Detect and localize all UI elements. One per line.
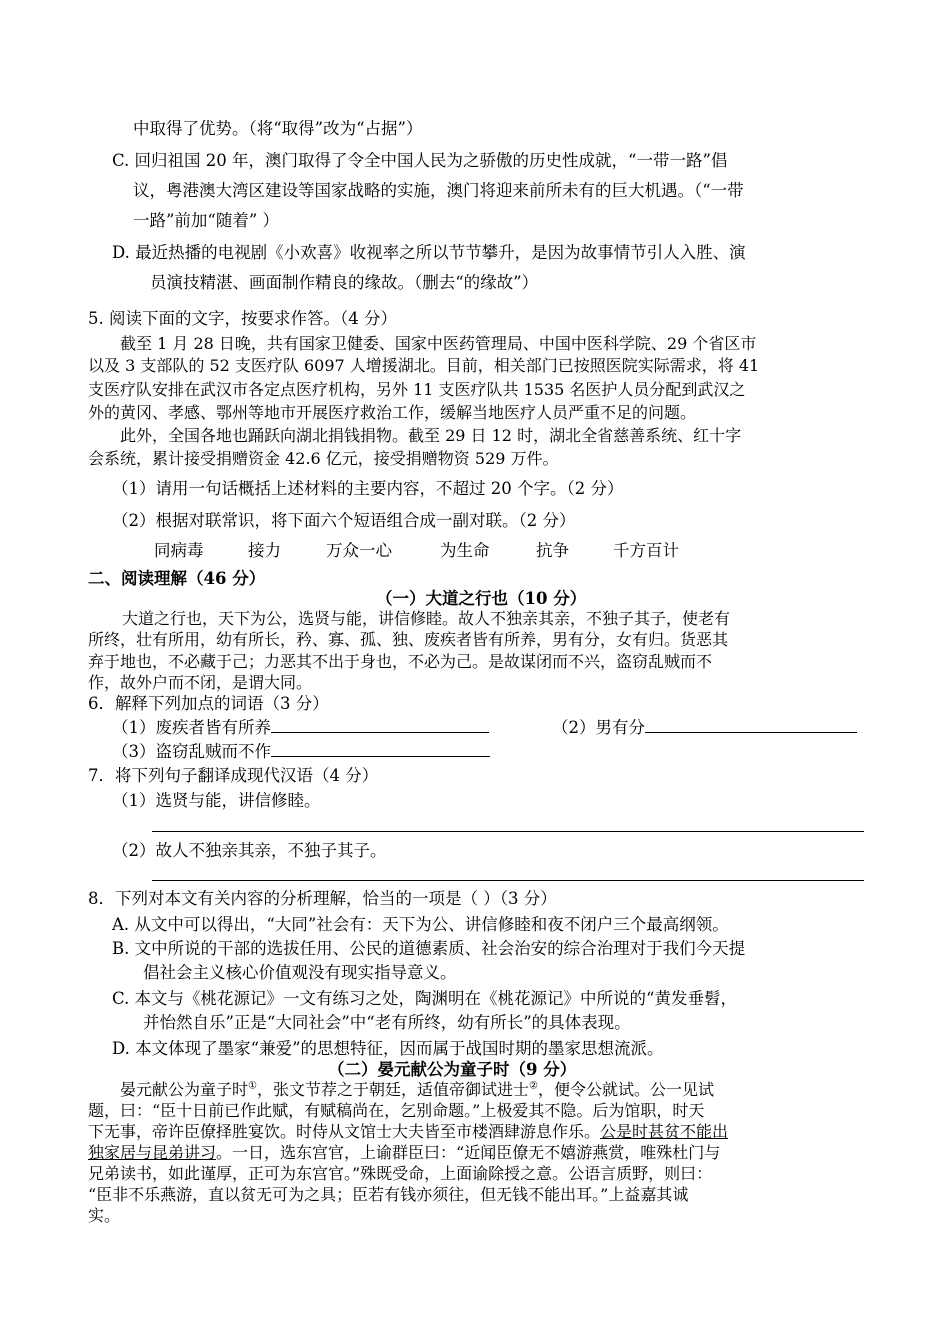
- q6-stem: 6．解释下列加点的词语（3 分）: [88, 694, 329, 713]
- q7-item-1: （1）选贤与能，讲信修睦。: [112, 791, 321, 810]
- part1-title: （一）大道之行也（10 分）: [376, 589, 587, 608]
- underlined-sentence: 独家居与昆弟讲习: [88, 1143, 217, 1162]
- q8-option-b-line2: 倡社会主义核心价值观没有现实指导意义。: [143, 963, 457, 982]
- part2-title: （二）晏元献公为童子时（9 分）: [328, 1060, 577, 1079]
- phrase: 为生命: [440, 541, 490, 560]
- q8-option-c-line2: 并怡然自乐”正是“大同社会”中“老有所终，幼有所长”的具体表现。: [143, 1013, 631, 1032]
- q6-item-2-text: （2）男有分: [552, 718, 645, 737]
- phrase: 抗争: [536, 541, 569, 560]
- q8-option-b-line1: B. 文中所说的干部的选拔任用、公民的道德素质、社会治安的综合治理对于我们今天提: [112, 939, 746, 958]
- passage-line: 作，故外户而不闭，是谓大同。: [88, 673, 313, 692]
- phrase: 千方百计: [613, 541, 679, 560]
- q5-stem: 5. 阅读下面的文字，按要求作答。（4 分）: [88, 309, 397, 328]
- passage2-line: [88, 1122, 728, 1142]
- q5-sub2: （2）根据对联常识，将下面六个短语组合成一副对联。（2 分）: [112, 511, 576, 530]
- passage2-line: [88, 1143, 720, 1163]
- passage2-text: 下无事，帝许臣僚择胜宴饮。时侍从文馆士大夫皆至市楼酒肆游息作乐。: [88, 1122, 601, 1141]
- phrase: 接力: [248, 541, 281, 560]
- answer-blank[interactable]: [645, 716, 857, 733]
- section-title: 二、阅读理解（46 分）: [88, 569, 266, 588]
- q5-para2-line: 会系统，累计接受捐赠资金 42.6 亿元，接受捐赠物资 529 万件。: [88, 449, 559, 468]
- passage2-text: 晏元献公为童子时: [120, 1080, 249, 1099]
- q8-option-c-line1: C. 本文与《桃花源记》一文有练习之处，陶渊明在《桃花源记》中所说的“黄发垂髫，: [112, 989, 737, 1008]
- q5-para2-line: 此外，全国各地也踊跃向湖北捐钱捐物。截至 29 日 12 时，湖北全省慈善系统、红十字: [120, 426, 742, 445]
- underlined-sentence: 公是时甚贫不能出: [600, 1122, 729, 1141]
- passage2-text: ，张文节荐之于朝廷，适值帝御试进士: [256, 1080, 529, 1099]
- q5-para1-line: 截至 1 月 28 日晚，共有国家卫健委、国家中医药管理局、中国中医科学院、29 个省区市: [120, 334, 757, 353]
- phrase: 万众一心: [326, 541, 392, 560]
- q4-b-continuation: 中取得了优势。（将“取得”改为“占据”）: [133, 119, 423, 138]
- q6-item-3: [112, 740, 490, 763]
- q4-option-c-line3: 一路”前加“随着” ）: [133, 211, 280, 230]
- q6-item-2: [552, 716, 857, 739]
- q6-item-1: [112, 716, 489, 739]
- passage-line: 所终，壮有所用，幼有所长，矜、寡、孤、独、废疾者皆有所养，男有分，女有归。货恶其: [88, 630, 729, 649]
- q4-option-d-line1: D. 最近热播的电视剧《小欢喜》收视率之所以节节攀升，是因为故事情节引人入胜、演: [112, 243, 746, 262]
- q8-option-d: D. 本文体现了墨家“兼爱”的思想特征，因而属于战国时期的墨家思想流派。: [112, 1039, 664, 1058]
- answer-blank[interactable]: [271, 740, 490, 757]
- q7-stem: 7．将下列句子翻译成现代汉语（4 分）: [88, 766, 379, 785]
- q4-option-d-line2: 员演技精湛、画面制作精良的缘故。（删去“的缘故”）: [150, 273, 539, 292]
- answer-line[interactable]: [152, 831, 864, 832]
- q8-option-a: A. 从文中可以得出，“大同”社会有：天下为公、讲信修睦和夜不闭户三个最高纲领。: [112, 915, 729, 934]
- passage2-line: “臣非不乐燕游，直以贫无可为之具；臣若有钱亦须往，但无钱不能出耳。”上益嘉其诚: [88, 1185, 689, 1204]
- passage2-line: 兄弟读书，如此谨厚，正可为东宫官。”殊既受命，上面谕除授之意。公语言质野，则曰：: [88, 1164, 713, 1183]
- passage2-line: 实。: [88, 1206, 121, 1225]
- q4-option-c-line1: C. 回归祖国 20 年，澳门取得了令全中国人民为之骄傲的历史性成就，“一带一路”倡: [112, 151, 728, 170]
- q6-item-1-text: （1）废疾者皆有所养: [112, 718, 271, 737]
- phrase: 同病毒: [154, 541, 204, 560]
- q7-item-2: （2）故人不独亲其亲，不独子其子。: [112, 841, 387, 860]
- passage-line: 大道之行也，天下为公，选贤与能，讲信修睦。故人不独亲其亲，不独子其子，使老有: [122, 609, 731, 628]
- passage-line: 弃于地也，不必藏于己；力恶其不出于身也，不必为己。是故谋闭而不兴，盗窃乱贼而不: [88, 652, 713, 671]
- passage2-line: 题，曰：“臣十日前已作此赋，有赋稿尚在，乞别命题。”上极爱其不隐。后为馆职，时天: [88, 1101, 705, 1120]
- q5-sub1: （1）请用一句话概括上述材料的主要内容，不超过 20 个字。（2 分）: [112, 479, 624, 498]
- answer-line[interactable]: [152, 880, 864, 881]
- q4-option-c-line2: 议，粤港澳大湾区建设等国家战略的实施，澳门将迎来前所未有的巨大机遇。（“一带: [133, 181, 744, 200]
- passage2-text: 。一日，选东宫官，上谕群臣曰：“近闻臣僚无不嬉游燕赏，唯殊杜门与: [216, 1143, 721, 1162]
- answer-blank[interactable]: [271, 716, 489, 733]
- q5-para1-line: 支医疗队安排在武汉市各定点医疗机构，另外 11 支医疗队共 1535 名医护人员分配到武汉之: [88, 380, 746, 399]
- footnote-marker: ②: [529, 1080, 538, 1092]
- footnote-marker: ①: [248, 1080, 257, 1092]
- q6-item-3-text: （3）盗窃乱贼而不作: [112, 742, 271, 761]
- passage2-line: [120, 1080, 714, 1100]
- q5-para1-line: 以及 3 支部队的 52 支医疗队 6097 人增援湖北。目前，相关部门已按照医院实际需求，将 41: [88, 356, 760, 375]
- q8-stem: 8．下列对本文有关内容的分析理解，恰当的一项是（ ）（3 分）: [88, 889, 557, 908]
- passage2-text: ，便令公就试。公一见试: [537, 1080, 714, 1099]
- q5-para1-line: 外的黄冈、孝感、鄂州等地市开展医疗救治工作，缓解当地医疗人员严重不足的问题。: [88, 403, 697, 422]
